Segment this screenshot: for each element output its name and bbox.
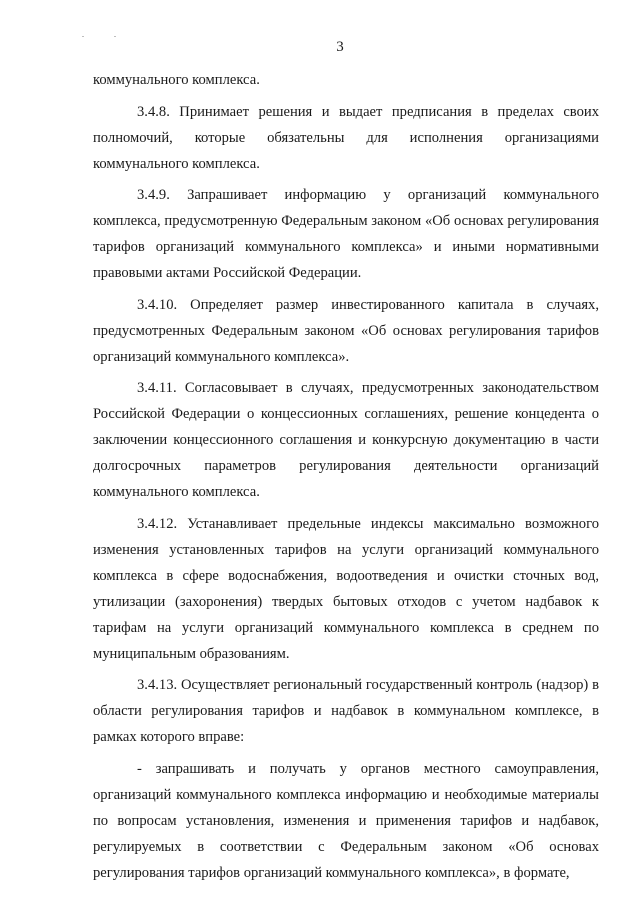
document-body xyxy=(93,67,599,891)
paragraph-3-4-10: 3.4.10. Определяет размер инвестированного капитала в случаях, предусмотренных Федеральным законом «Об основах регулирования тарифов организаций коммунального комплекса». xyxy=(93,296,599,365)
paragraph-3-4-12: 3.4.12. Устанавливает предельные индексы максимально возможного изменения установленных тарифов на услуги организаций коммунального комплекса в сфере водоснабжения, водоотведения и очистки сточных вод, утилизации (захоронения) твердых бытовых отходов с учетом надбавок к тарифам на услуги организаций коммунального комплекса в среднем по муниципальным образованиям. xyxy=(93,515,599,662)
paragraph-3-4-13: 3.4.13. Осуществляет региональный государственный контроль (надзор) в области регулирования тарифов и надбавок в коммунальном комплексе, в рамках которого вправе: xyxy=(93,677,599,745)
paragraph-3-4-8: 3.4.8. Принимает решения и выдает предписания в пределах своих полномочий, которые обязательны для исполнения организациями коммунального комплекса. xyxy=(93,103,599,172)
page-number: 3 xyxy=(336,39,344,55)
paragraph-continuation: коммунального комплекса. xyxy=(93,72,260,88)
scan-specks: . . xyxy=(82,30,130,39)
paragraph-list-item: - запрашивать и получать у органов местного самоуправления, организаций коммунального комплекса информацию и необходимые материалы по вопросам установления, изменения и применения тарифов и надбавок, регулируемых в соответствии с Федеральным законом «Об основах регулирования тарифов организаций коммунального комплекса», в формате, xyxy=(93,760,599,881)
paragraph-3-4-11: 3.4.11. Согласовывает в случаях, предусмотренных законодательством Российской Федерации о концессионных соглашениях, решение концедента о заключении концессионного соглашения и конкурсную документацию в части долгосрочных параметров регулирования деятельности организаций коммунального комплекса. xyxy=(93,380,599,500)
paragraph-3-4-9: 3.4.9. Запрашивает информацию у организаций коммунального комплекса, предусмотренную Федеральным законом «Об основах регулирования тарифов организаций коммунального комплекса» и иными нормативными правовыми актами Российской Федерации. xyxy=(93,187,599,281)
